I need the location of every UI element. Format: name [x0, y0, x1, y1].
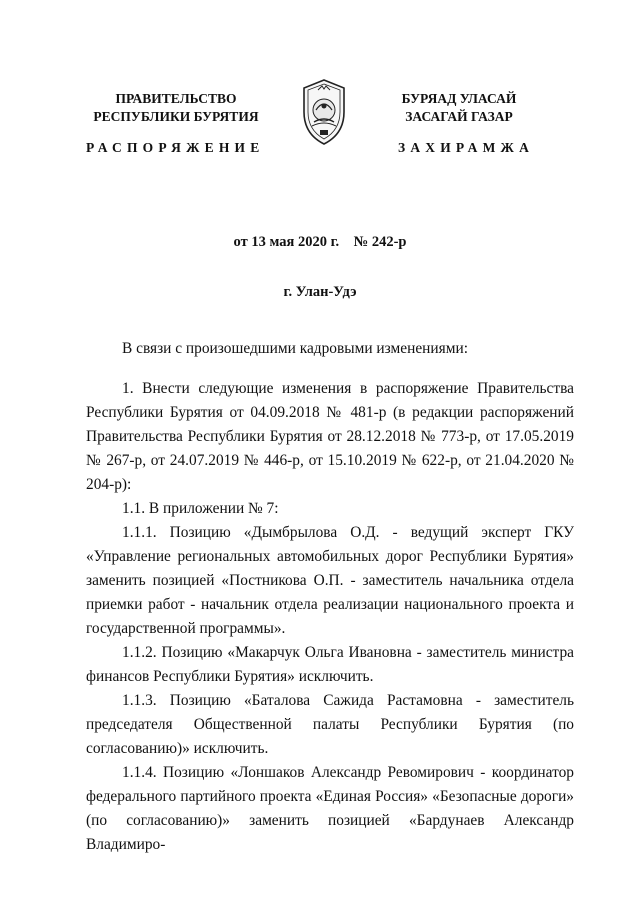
issuer-bua-line1: БУРЯАД УЛАСАЙ: [401, 91, 517, 106]
doc-type-bua: ЗАХИРАМЖА: [398, 140, 535, 155]
city: г. Улан-Удэ: [283, 284, 357, 300]
issuer-bua: [372, 90, 546, 126]
intro-paragraph: В связи с произошедшими кадровыми изменениями:: [122, 340, 468, 357]
issuer-ru-line1: ПРАВИТЕЛЬСТВО: [115, 91, 237, 106]
paragraph-1-1-2: 1.1.2. Позицию «Макарчук Ольга Ивановна - заместитель министра финансов Республики Бурятия» исключить.: [86, 644, 574, 685]
coat-of-arms-icon: [296, 76, 352, 148]
paragraph-1-1: 1.1. В приложении № 7:: [122, 500, 279, 517]
paragraph-1-1-3: 1.1.3. Позицию «Баталова Сажида Растамовна - заместитель председателя Общественной палаты Республики Бурятия (по согласованию)» исключить.: [86, 692, 574, 757]
document-body: [86, 337, 574, 857]
issuer-bua-line2: ЗАСАГАЙ ГАЗАР: [405, 109, 513, 124]
paragraph-1: 1. Внести следующие изменения в распоряжение Правительства Республики Бурятия от 04.09.2018 № 481-р (в редакции распоряжений Правительства Республики Бурятия от 28.12.2018 № 773-р, от 17.05.2019 № 267-р, от 24.07.2019 № 446-р, от 15.10.2019 № 622-р, от 21.04.2020 № 204-р):: [86, 380, 574, 493]
doc-type-ru: РАСПОРЯЖЕНИЕ: [86, 140, 265, 155]
paragraph-1-1-1: 1.1.1. Позицию «Дымбрылова О.Д. - ведущий эксперт ГКУ «Управление региональных автомобильных дорог Республики Бурятия» заменить позицией «Постникова О.П. - заместитель начальника отдела приемки работ - начальник отдела реализации национального проекта и государственной программы».: [86, 524, 574, 637]
issuer-ru-line2: РЕСПУБЛИКИ БУРЯТИЯ: [93, 109, 259, 124]
paragraph-1-1-4: 1.1.4. Позицию «Лоншаков Александр Ревомирович - координатор федерального партийного проекта «Единая Россия» «Безопасные дороги» (по согласованию)» заменить позицией «Бардунаев Александр Владимиро-: [86, 764, 574, 853]
date-and-number: от 13 мая 2020 г. № 242-р: [233, 234, 407, 250]
issuer-ru: [78, 90, 274, 126]
